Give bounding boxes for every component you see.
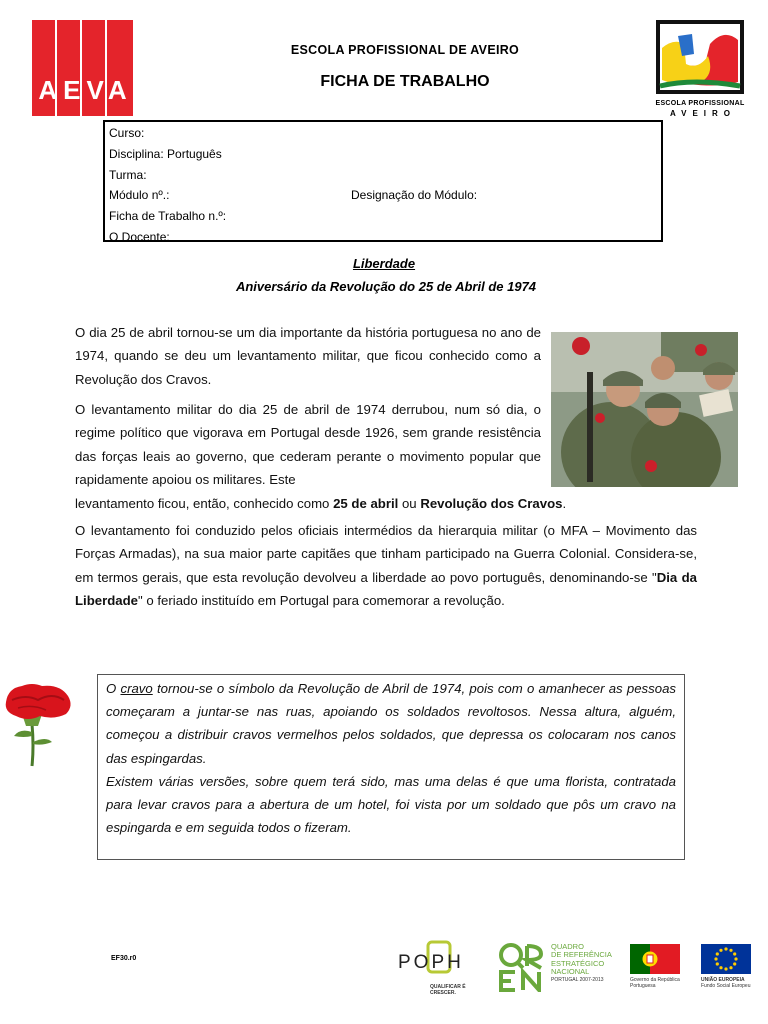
escola-logo-graphic: [654, 20, 746, 98]
aeva-logo: [32, 20, 133, 116]
qren-line-5: PORTUGAL 2007-2013: [551, 976, 604, 983]
document-subtitle: Aniversário da Revolução do 25 de Abril de 1974: [235, 279, 537, 294]
european-union-logo: [701, 944, 753, 992]
poph-tagline: QUALIFICAR É CRESCER.: [430, 984, 466, 996]
bold-dia-da-liberdade: Dia da Liberdade: [75, 569, 697, 609]
paragraph-2-main: O levantamento militar do dia 25 de abril de 1974 derrubou, num só dia, o regime político que vigorava em Portugal desde 1926, sem grande resistência das forças leais ao governo, que cederam perante o movimento popular que rapidamente apoiou os militares. Este: [75, 402, 541, 488]
carnation-icon: [2, 680, 74, 768]
qren-line-2: DE REFERÊNCIA: [551, 950, 612, 960]
eu-line-2: Fundo Social Europeu: [701, 983, 751, 989]
qren-line-1: QUADRO: [551, 942, 584, 951]
cravo-text-1: tornou-se o símbolo da Revolução de Abril de 1974, pois com o amanhecer as pessoas começaram a juntar-se nas ruas, apoiando os soldados revoltosos. Nessa altura, alguém, começou a distribuir cravos vermelhos pelos soldados, que depressa os colocaram nos canos das espingardas.: [106, 681, 676, 766]
student-info-box: [103, 120, 663, 242]
field-ficha: Ficha de Trabalho n.º:: [109, 209, 227, 224]
field-designacao: Designação do Módulo:: [351, 188, 478, 203]
escola-logo-line1: ESCOLA PROFISSIONAL: [655, 100, 745, 107]
field-modulo: Módulo nº.:: [109, 188, 170, 203]
field-disciplina: Disciplina: Português: [109, 146, 222, 161]
bold-25-de-abril: 25 de abril: [333, 495, 399, 511]
field-docente: O Docente:: [109, 229, 170, 244]
cravo-paragraph-1: [106, 677, 676, 770]
pt-line-2: Portuguesa: [630, 983, 656, 989]
paragraph-2-end: levantamento ficou, então, conhecido como: [75, 495, 334, 511]
paragraph-2: [75, 398, 605, 515]
soldiers-photo: [551, 332, 738, 487]
escola-profissional-logo: [652, 20, 748, 118]
cravo-underlined-word: cravo: [120, 681, 153, 696]
paragraph-3: [75, 519, 697, 613]
school-name: ESCOLA PROFISSIONAL DE AVEIRO: [290, 43, 520, 57]
qren-line-4: NACIONAL: [551, 967, 590, 977]
document-title: Liberdade: [352, 256, 416, 271]
paragraph-1: O dia 25 de abril tornou-se um dia importante da história portuguesa no ano de 1974, quando se deu um levantamento militar, que ficou conhecido como a Revolução dos Cravos.: [75, 325, 541, 387]
field-turma: Turma:: [109, 167, 147, 182]
paragraph-3-end: " o feriado instituído em Portugal para comemorar a revolução.: [138, 593, 505, 609]
field-curso: Curso:: [109, 126, 145, 140]
paragraph-2-period: .: [562, 495, 567, 511]
pt-line-1: Governo da República: [630, 977, 680, 983]
aeva-logo-text: AEVA: [38, 75, 133, 105]
cravo-text-box: [97, 674, 685, 860]
eu-line-1: UNIÃO EUROPEIA: [701, 977, 745, 983]
poph-logo-text: POPH: [398, 952, 464, 973]
cravo-lead: O: [106, 681, 121, 696]
footer-document-code: EF30.r0: [111, 955, 137, 962]
qren-logo: [497, 942, 615, 994]
paragraph-3-start: O levantamento foi conduzido pelos oficiais intermédios da hierarquia militar (o MFA – Movimento das Forças Armadas), na sua maior parte capitães que tinham participado na Guerra Colonial. Considera-se, em termos gerais, que esta revolução devolveu a liberdade ao povo português, denominando-se ": [75, 523, 697, 585]
sheet-title: FICHA DE TRABALHO: [320, 73, 490, 90]
paragraph-2-connector: ou: [398, 495, 421, 511]
qren-line-3: ESTRATÉGICO: [551, 958, 605, 968]
cravo-paragraph-2: Existem várias versões, sobre quem terá sido, mas uma delas é que uma florista, contratada para levar cravos para a abertura de um hotel, foi vista por um soldado que pôs um cravo na espingarda e em seguida todos o fizeram.: [106, 773, 676, 836]
escola-logo-line2: AVEIRO: [669, 109, 737, 118]
bold-revolucao-dos-cravos: Revolução dos Cravos: [420, 495, 563, 511]
poph-logo: [396, 940, 482, 996]
portugal-government-logo: [630, 944, 684, 992]
